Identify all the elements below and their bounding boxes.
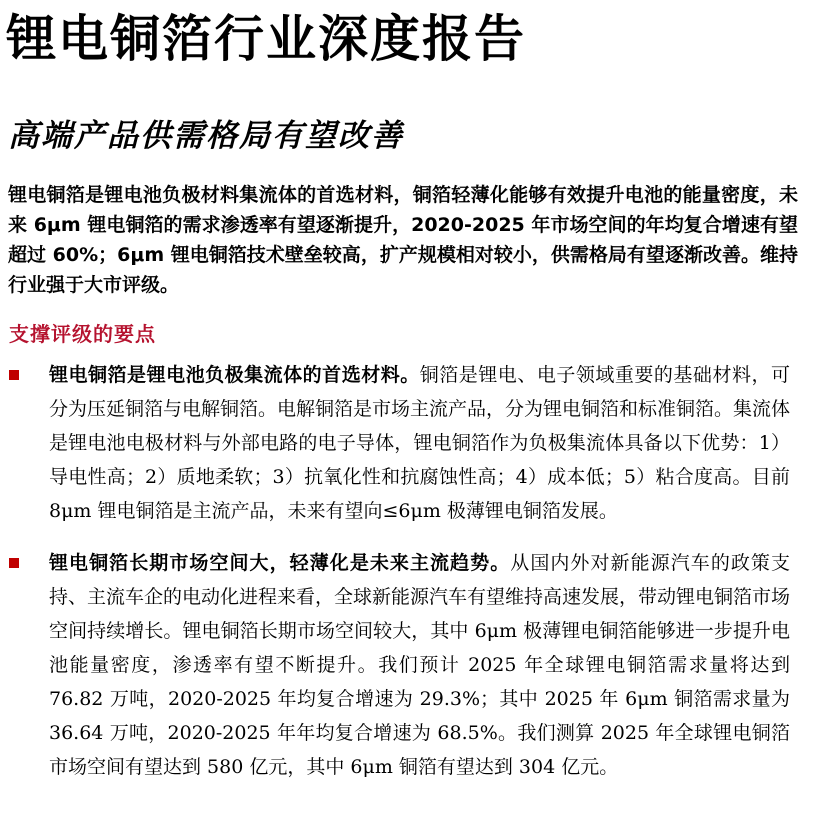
key-point: [0, 546, 790, 784]
key-points-list: [0, 358, 824, 784]
report-title: 锂电铜箔行业深度报告: [6, 10, 526, 68]
section-heading: 支撑评级的要点: [9, 322, 156, 346]
key-point-lead: 锂电铜箔长期市场空间大，轻薄化是未来主流趋势。: [49, 552, 511, 574]
summary-paragraph: 锂电铜箔是锂电池负极材料集流体的首选材料，铜箔轻薄化能够有效提升电池的能量密度，未来 6μm 锂电铜箔的需求渗透率有望逐渐提升，2020-2025 年市场空间的年均复合增速有望超过 60%；6μm 锂电铜箔技术壁垒较高，扩产规模相对较小，供需格局有望逐渐改善。维持行业强于大市评级。: [8, 184, 798, 296]
square-bullet-icon: [9, 370, 19, 380]
key-point-body: 从国内外对新能源汽车的政策支持、主流车企的电动化进程来看，全球新能源汽车有望维持高速发展，带动锂电铜箔市场空间持续增长。锂电铜箔长期市场空间较大，其中 6μm 极薄锂电铜箔能够进一步提升电池能量密度，渗透率有望不断提升。我们预计 2025 年全球锂电铜箔需求量将达到 76.82 万吨，2020-2025 年均复合增速为 29.3%；其中 2025 年 6μm 铜箔需求量为 36.64 万吨，2020-2025 年年均复合增速为 68.5%。我们测算 2025 年全球锂电铜箔市场空间有望达到 580 亿元，其中 6μm 铜箔有望达到 304 亿元。: [49, 552, 791, 778]
key-point-body: 铜箔是锂电、电子领域重要的基础材料，可分为压延铜箔与电解铜箔。电解铜箔是市场主流产品，分为锂电铜箔和标准铜箔。集流体是锂电池电极材料与外部电路的电子导体，锂电铜箔作为负极集流体具备以下优势：1）导电性高；2）质地柔软；3）抗氧化性和抗腐蚀性高；4）成本低；5）粘合度高。目前 8μm 锂电铜箔是主流产品，未来有望向≤6μm 极薄锂电铜箔发展。: [49, 364, 791, 522]
key-point-lead: 锂电铜箔是锂电池负极集流体的首选材料。: [49, 364, 420, 386]
square-bullet-icon: [9, 558, 19, 568]
key-point: [0, 358, 790, 528]
report-subtitle: 高端产品供需格局有望改善: [8, 118, 404, 154]
